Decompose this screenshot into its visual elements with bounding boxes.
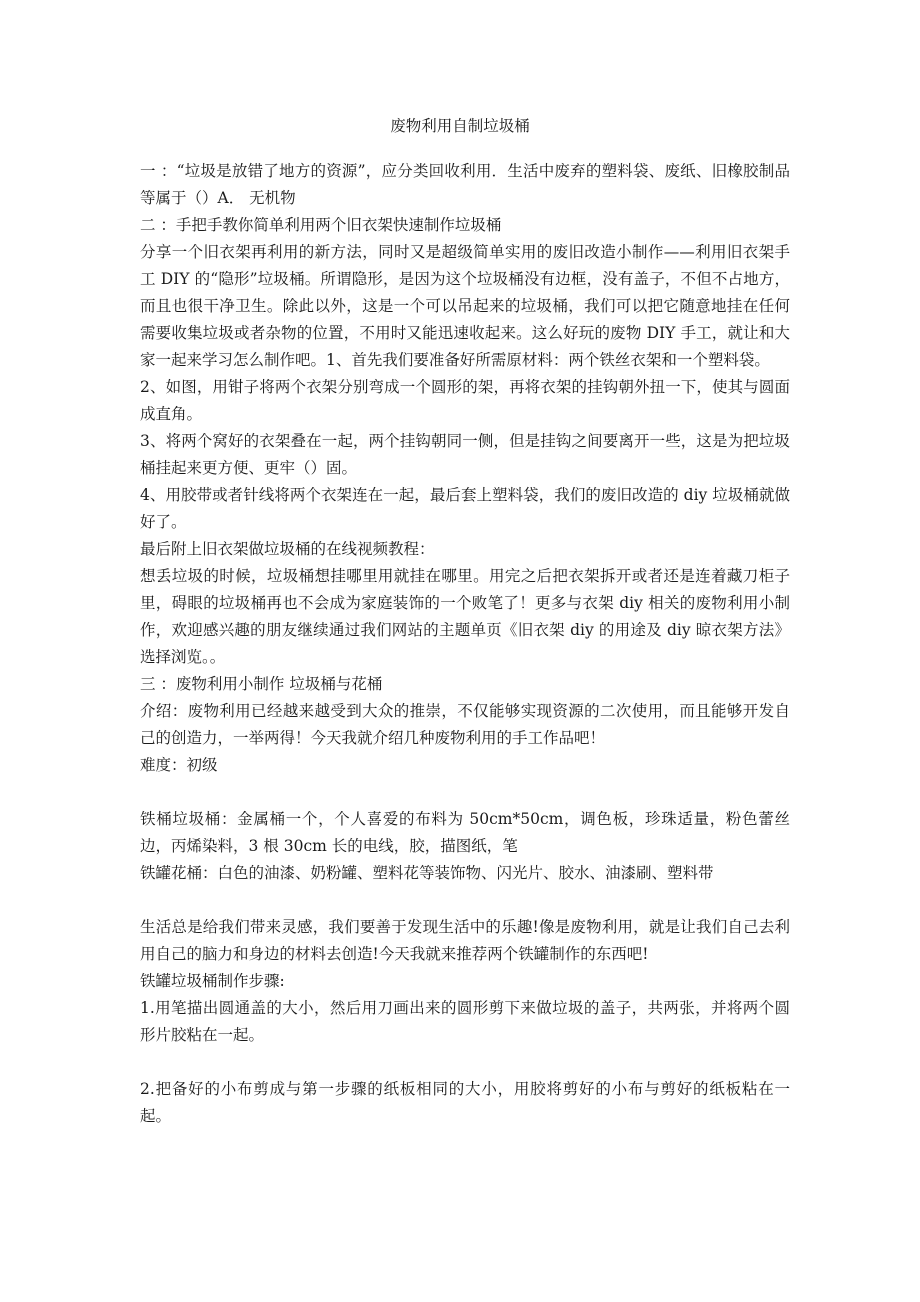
paragraph-step-2: 2、如图，用钳子将两个衣架分别弯成一个圆形的架，再将衣架的挂钩朝外扭一下，使其与圆面成直角。 <box>140 378 790 423</box>
document-title: 废物利用自制垃圾桶 <box>390 117 530 135</box>
section-heading-two: 二 ：手把手教你简单利用两个旧衣架快速制作垃圾桶 <box>140 216 502 234</box>
paragraph-iron-bin-materials: 铁桶垃圾桶：金属桶一个，个人喜爱的布料为 50cm*50cm，调色板，珍珠适量，粉色蕾丝边，丙烯染料，3 根 30cm 长的电线，胶，描图纸，笔 <box>140 810 790 855</box>
blank-line <box>140 1049 790 1076</box>
document-body <box>140 158 790 1130</box>
paragraph-make-step-2: 2.把备好的小布剪成与第一步骤的纸板相同的大小，用胶将剪好的小布与剪好的纸板粘在一起。 <box>140 1080 790 1125</box>
paragraph-step-4: 4、用胶带或者针线将两个衣架连在一起，最后套上塑料袋，我们的废旧改造的 diy 垃圾桶就做好了。 <box>140 486 790 531</box>
paragraph-usage: 想丢垃圾的时候，垃圾桶想挂哪里用就挂在哪里。用完之后把衣架拆开或者还是连着藏刀柜子里，碍眼的垃圾桶再也不会成为家庭装饰的一个败笔了！更多与衣架 diy 相关的废物利用小制作，欢迎感兴趣的朋友继续通过我们网站的主题单页《旧衣架 diy 的用途及 diy 晾衣架方法》选择浏览。。 <box>140 567 790 666</box>
section-heading-three: 三 ：废物利用小制作 垃圾桶与花桶 <box>140 675 383 693</box>
paragraph-make-step-1: 1.用笔描出圆通盖的大小，然后用刀画出来的圆形剪下来做垃圾的盖子，共两张，并将两个圆形片胶粘在一起。 <box>140 999 790 1044</box>
paragraph-intro-hanger: 分享一个旧衣架再利用的新方法，同时又是超级简单实用的废旧改造小制作——利用旧衣架手工 DIY 的“隐形”垃圾桶。所谓隐形，是因为这个垃圾桶没有边框，没有盖子，不但不占地方，而且也很干净卫生。除此以外，这是一个可以吊起来的垃圾桶，我们可以把它随意地挂在任何需要收集垃圾或者杂物的位置，不用时又能迅速收起来。这么好玩的废物 DIY 手工，就让和大家一起来学习怎么制作吧。1、首先我们要准备好所需原材料：两个铁丝衣架和一个塑料袋。 <box>140 243 790 369</box>
paragraph-video-note: 最后附上旧衣架做垃圾桶的在线视频教程： <box>140 540 435 558</box>
paragraph-inspiration: 生活总是给我们带来灵感，我们要善于发现生活中的乐趣!像是废物利用，就是让我们自己去利用自己的脑力和身边的材料去创造!今天我就来推荐两个铁罐制作的东西吧! <box>140 918 790 963</box>
paragraph-step-3: 3、将两个窝好的衣架叠在一起，两个挂钩朝同一侧，但是挂钩之间要离开一些，这是为把垃圾桶挂起来更方便、更牢（）固。 <box>140 432 790 477</box>
paragraph-steps-heading: 铁罐垃圾桶制作步骤: <box>140 972 285 990</box>
paragraph-can-flowerpot-materials: 铁罐花桶：白色的油漆、奶粉罐、塑料花等装饰物、闪光片、胶水、油漆刷、塑料带 <box>140 864 714 882</box>
paragraph-introduction: 介绍：废物利用已经越来越受到大众的推崇，不仅能够实现资源的二次使用，而且能够开发自己的创造力，一举两得！今天我就介绍几种废物利用的手工作品吧！ <box>140 702 790 747</box>
paragraph-question-one: 一 ：“垃圾是放错了地方的资源”，应分类回收利用．生活中废弃的塑料袋、废纸、旧橡胶制品等属于（）A． 无机物 <box>140 162 790 207</box>
blank-line <box>140 779 790 806</box>
paragraph-difficulty: 难度：初级 <box>140 756 218 774</box>
blank-line <box>140 887 790 914</box>
